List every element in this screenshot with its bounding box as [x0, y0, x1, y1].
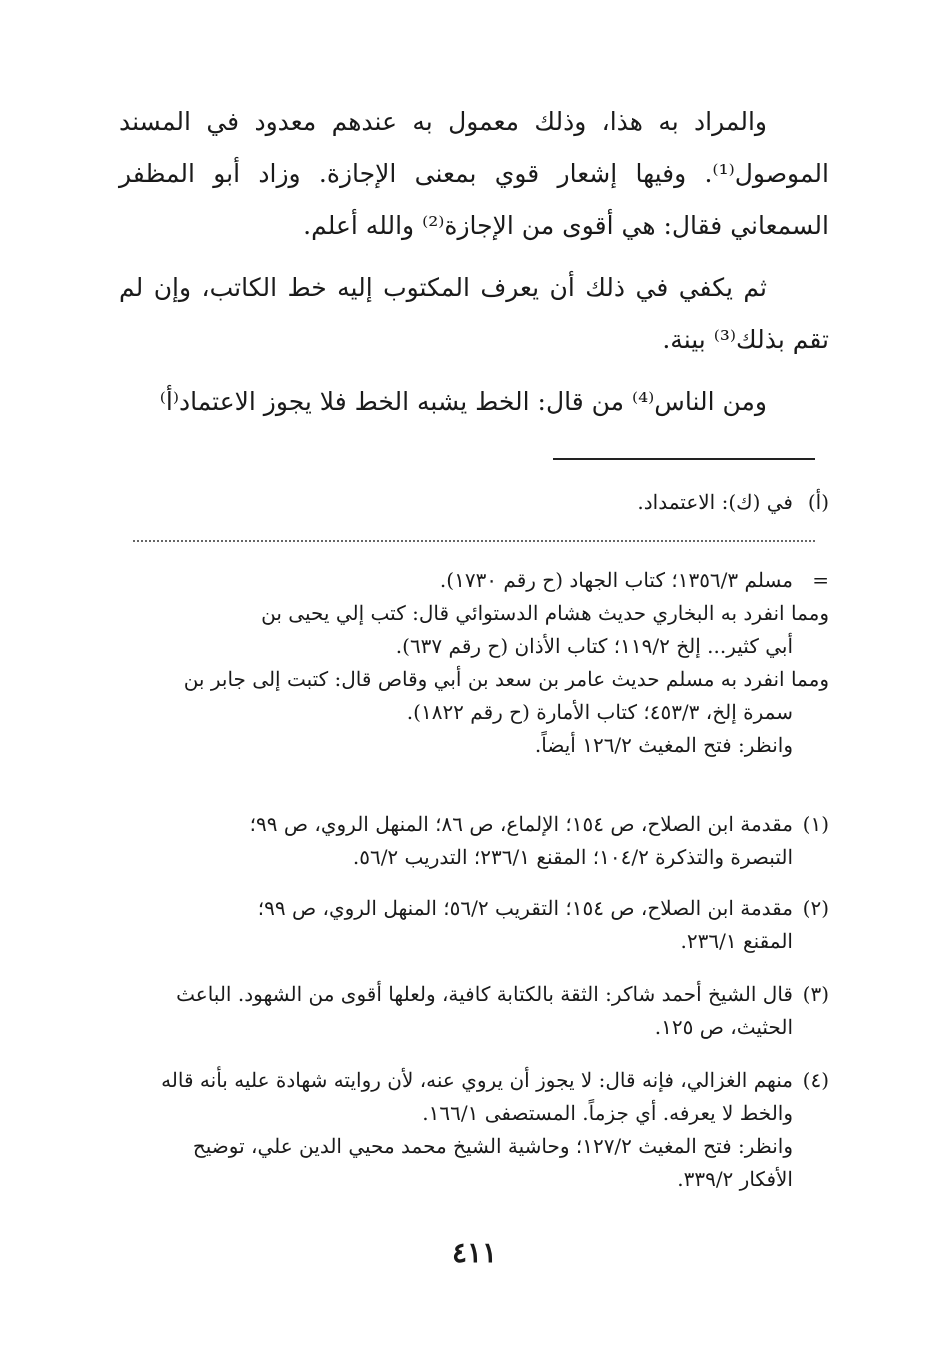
variant-note-number: (أ): [807, 490, 829, 514]
footnote-line: التبصرة والتذكرة ١٠٤/٢؛ المقنع ٢٣٦/١؛ التدريب ٥٦/٢.: [352, 845, 793, 869]
main-line: والمراد به هذا، وذلك معمول به عندهم معدود في المسند: [119, 107, 767, 136]
footnote-number: (٣): [802, 982, 829, 1006]
footnote-4: [119, 1064, 829, 1196]
footnote-line: والخط لا يعرفه. أي جزماً. المستصفى ١٦٦/١.: [422, 1101, 793, 1125]
footnote-separator: [553, 458, 815, 460]
footnote-1: [119, 808, 829, 874]
variant-note: [119, 486, 829, 519]
footnote-line: مقدمة ابن الصلاح، ص ١٥٤؛ الإلماع، ص ٨٦؛ المنهل الروي، ص ٩٩؛: [249, 812, 793, 836]
continued-note: [119, 564, 829, 762]
footnote-3: [119, 978, 829, 1044]
page-number: ٤١١: [451, 1236, 498, 1269]
footnote-number: (٢): [802, 896, 829, 920]
footnote-2: [119, 892, 829, 958]
main-line: الموصول⁽¹⁾. وفيها إشعار قوي بمعنى الإجازة. وزاد أبو المظفر السمعاني: [119, 159, 829, 240]
footnote-number: (٤): [802, 1068, 829, 1092]
footnote-line: ومما انفرد به البخاري حديث هشام الدستوائي قال: كتب إلي يحيى بن: [261, 601, 829, 625]
variant-note-text: في (ك): الاعتمداد.: [637, 490, 793, 514]
main-line: ومن الناس⁽⁴⁾ من قال: الخط يشبه الخط فلا يجوز الاعتماد⁽أ⁾: [159, 387, 767, 416]
main-line: بذلك⁽³⁾ بينة.: [662, 325, 785, 354]
footnote-line: وانظر: فتح المغيث ١٢٧/٢؛ وحاشية الشيخ محمد محيي الدين علي، توضيح: [192, 1134, 793, 1158]
main-line: فقال: هي أقوى من الإجازة⁽²⁾ والله أعلم.: [303, 211, 723, 240]
footnote-line: مسلم ١٣٥٦/٣؛ كتاب الجهاد (ح رقم ١٧٣٠).: [439, 568, 793, 592]
main-paragraph-1: [119, 96, 829, 252]
footnote-line: المقنع ٢٣٦/١.: [680, 929, 793, 953]
footnote-line: ومما انفرد به مسلم حديث عامر بن سعد بن أبي وقاص قال: كتبت إلى جابر بن: [183, 667, 829, 691]
footnote-line: قال الشيخ أحمد شاكر: الثقة بالكتابة كافية، ولعلها أقوى من الشهود. الباعث: [176, 982, 793, 1006]
footnote-line: الأفكار ٣٣٩/٢.: [677, 1167, 793, 1191]
footnote-line: مقدمة ابن الصلاح، ص ١٥٤؛ التقريب ٥٦/٢؛ المنهل الروي، ص ٩٩؛: [257, 896, 793, 920]
main-paragraph-3: [119, 376, 829, 428]
footnote-number: (١): [802, 812, 829, 836]
footnote-line: وانظر: فتح المغيث ١٢٦/٢ أيضاً.: [534, 733, 793, 757]
dotted-separator: [133, 540, 815, 542]
footnote-line: منهم الغزالي، فإنه قال: لا يجوز أن يروي عنه، لأن روايته شهادة عليه بأنه قاله: [161, 1068, 793, 1092]
footnote-line: الحثيث، ص ١٢٥.: [654, 1015, 793, 1039]
continued-note-marker: =: [812, 568, 829, 592]
main-line: ثم يكفي في ذلك أن يعرف المكتوب إليه خط الكاتب، وإن لم تقم: [119, 273, 829, 354]
footnote-line: سمرة إلخ، ٤٥٣/٣؛ كتاب الأمارة (ح رقم ١٨٢٢).: [406, 700, 793, 724]
main-paragraph-2: [119, 262, 829, 366]
footnote-line: أبي كثير... إلخ ١١٩/٢؛ كتاب الأذان (ح رقم ٦٣٧).: [395, 634, 793, 658]
